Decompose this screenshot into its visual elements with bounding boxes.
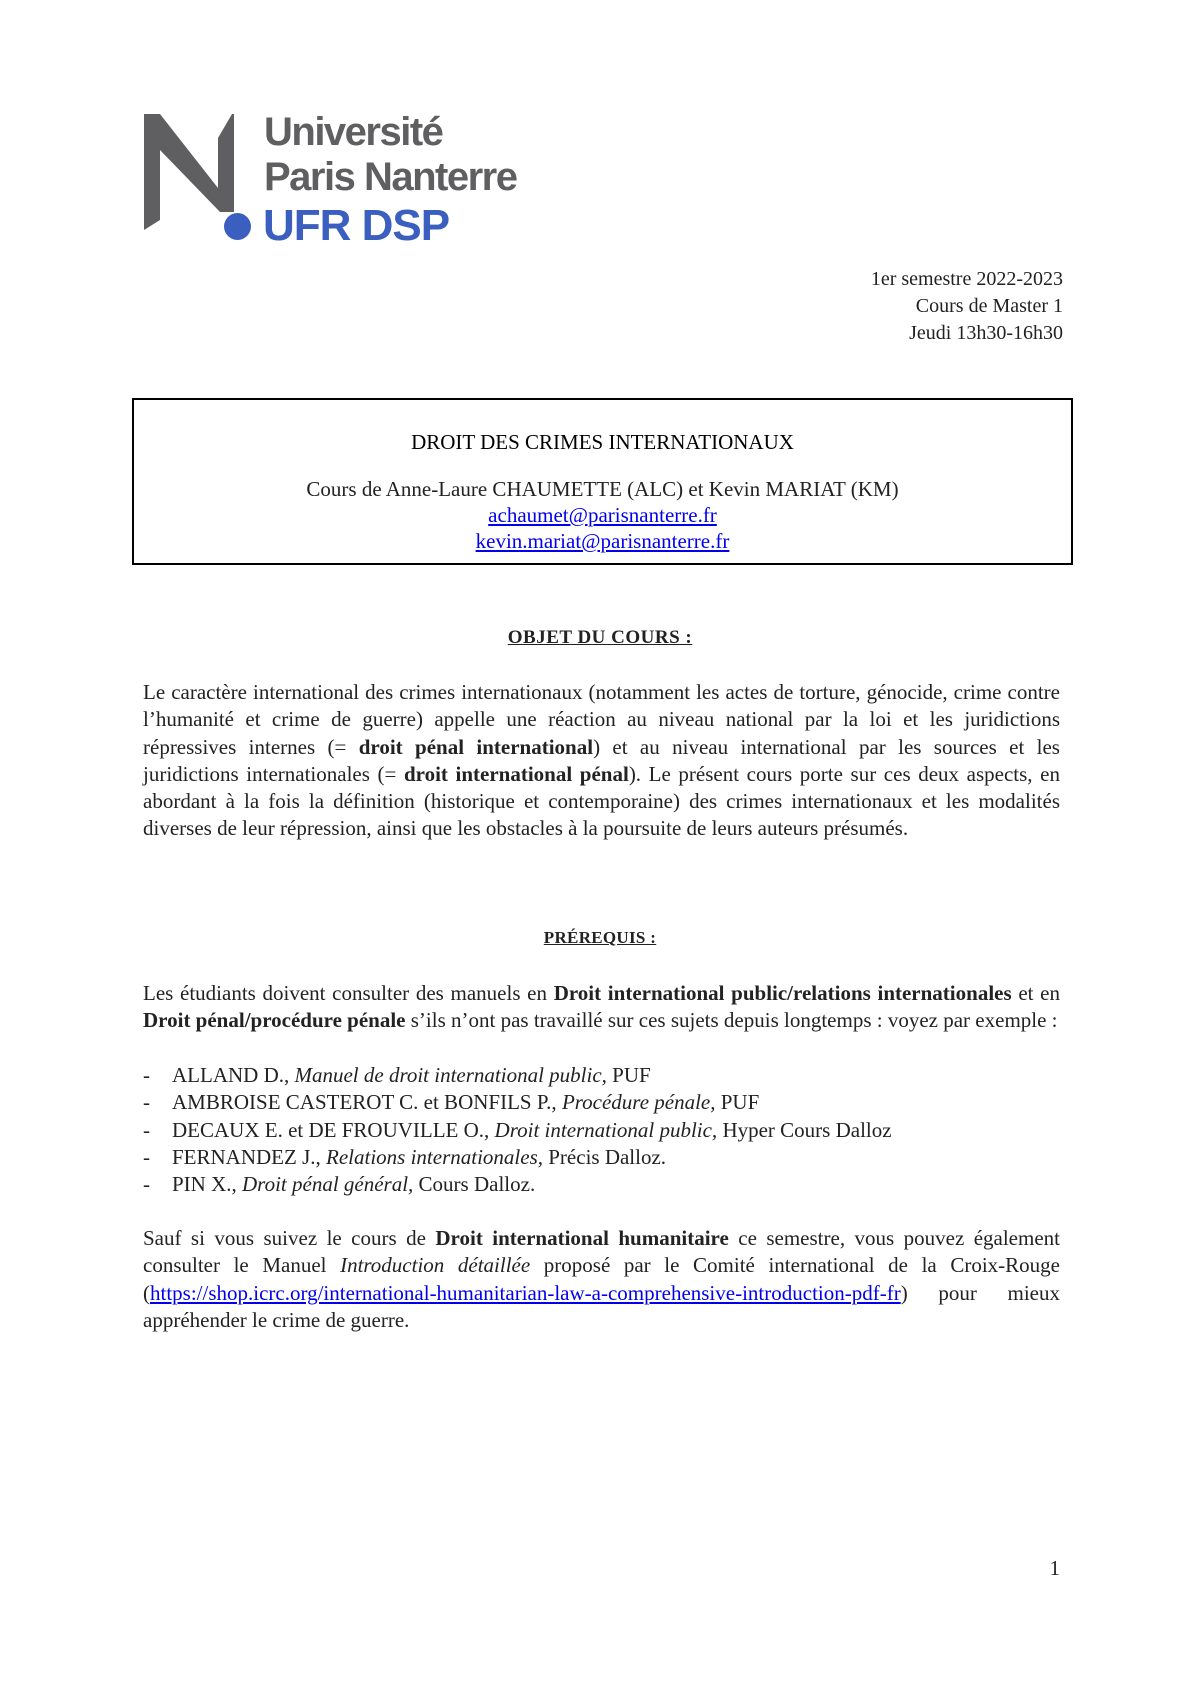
cicr-text-1: Sauf si vous suivez le cours de <box>143 1226 436 1250</box>
schedule-label: Jeudi 13h30-16h30 <box>909 322 1063 344</box>
prerequis-paragraph <box>143 980 1060 1035</box>
book-author: AMBROISE CASTEROT C. et BONFILS P., <box>172 1090 562 1115</box>
cicr-bold-1: Droit international humanitaire <box>435 1226 729 1250</box>
book-author: ALLAND D., <box>172 1063 295 1087</box>
book-author: DECAUX E. et DE FROUVILLE O., <box>172 1117 495 1142</box>
book-title: Droit pénal général, <box>242 1172 414 1197</box>
book-list <box>143 1062 892 1198</box>
book-publisher: Cours Dalloz. <box>413 1172 536 1197</box>
book-title: Procédure pénale, <box>561 1090 716 1115</box>
list-item <box>143 1171 892 1198</box>
course-info-block <box>871 266 1063 347</box>
objet-text-2: ) et au niveau international par les sources et les juridictions internationales (= <box>143 734 1060 786</box>
objet-text-3: ). Le présent cours porte sur ces deux aspects, en abordant à la fois la définition (historique et contemporaine) des crimes internationaux et les modalités diverses de leur répression, ainsi que les obstacles à la poursuite de leurs auteurs présumés. <box>143 761 1060 841</box>
page-number: 1 <box>1049 1556 1060 1580</box>
list-item <box>143 1117 892 1144</box>
book-publisher: PUF <box>606 1063 651 1087</box>
objet-bold-2: droit international pénal <box>403 761 629 786</box>
cicr-paragraph <box>143 1225 1060 1334</box>
title-box <box>132 398 1073 565</box>
cicr-text-2: ce semestre, vous pouvez également consulter le Manuel <box>143 1226 1060 1278</box>
cicr-text-3: proposé par le Comité international de la Croix-Rouge ( <box>143 1253 1061 1305</box>
nanterre-n-mark-icon <box>142 112 260 230</box>
objet-text-1: Le caractère international des crimes internationaux (notamment les actes de torture, génocide, crime contre l’humanité et crime de guerre) appelle une réaction au niveau national par la loi et les juridictions répressives internes (= <box>143 680 1060 759</box>
logo-ufr-dsp: UFR DSP <box>263 201 450 250</box>
book-title: Relations internationales, <box>326 1144 543 1169</box>
book-title: Manuel de droit international public, <box>294 1063 607 1087</box>
book-title: Droit international public, <box>494 1117 718 1142</box>
cicr-text-4: ) pour mieux appréhender le crime de guerre. <box>143 1280 1060 1332</box>
objet-paragraph <box>143 679 1060 843</box>
book-publisher: Précis Dalloz. <box>543 1144 667 1169</box>
icrc-link[interactable]: https://shop.icrc.org/international-humanitarian-law-a-comprehensive-introduction-pdf-fr <box>150 1280 901 1305</box>
logo-universite: Université <box>264 110 443 154</box>
list-item <box>143 1089 892 1116</box>
logo-dot-icon <box>224 213 251 240</box>
book-publisher: Hyper Cours Dalloz <box>717 1117 892 1142</box>
section-heading-prerequis: PRÉREQUIS : <box>543 928 657 947</box>
logo-paris-nanterre: Paris Nanterre <box>264 155 517 199</box>
teachers-line: Cours de Anne-Laure CHAUMETTE (ALC) et Kevin MARIAT (KM) <box>306 477 899 501</box>
email-link-mariat[interactable]: kevin.mariat@parisnanterre.fr <box>475 529 730 553</box>
semester-label: 1er semestre 2022-2023 <box>870 268 1063 290</box>
email-link-chaumette[interactable]: achaumet@parisnanterre.fr <box>488 503 717 527</box>
objet-bold-1: droit pénal international <box>358 734 594 759</box>
section-heading-objet: OBJET DU COURS : <box>507 627 693 648</box>
university-logo <box>142 112 532 262</box>
prerequis-text-1: Les étudiants doivent consulter des manuels en <box>143 981 554 1005</box>
course-title: DROIT DES CRIMES INTERNATIONAUX <box>411 430 794 454</box>
prerequis-bold-1: Droit international public/relations internationales <box>553 981 1012 1005</box>
prerequis-text-2: et en <box>1011 981 1060 1005</box>
level-label: Cours de Master 1 <box>915 295 1063 317</box>
cicr-italic-1: Introduction détaillée <box>340 1253 531 1278</box>
book-publisher: PUF <box>715 1090 760 1115</box>
prerequis-bold-2: Droit pénal/procédure pénale <box>143 1008 406 1033</box>
prerequis-text-3: s’ils n’ont pas travaillé sur ces sujets depuis longtemps : voyez par exemple : <box>405 1008 1058 1033</box>
list-item <box>143 1062 892 1089</box>
list-item <box>143 1144 892 1171</box>
book-author: FERNANDEZ J., <box>172 1144 327 1169</box>
book-author: PIN X., <box>172 1172 243 1197</box>
